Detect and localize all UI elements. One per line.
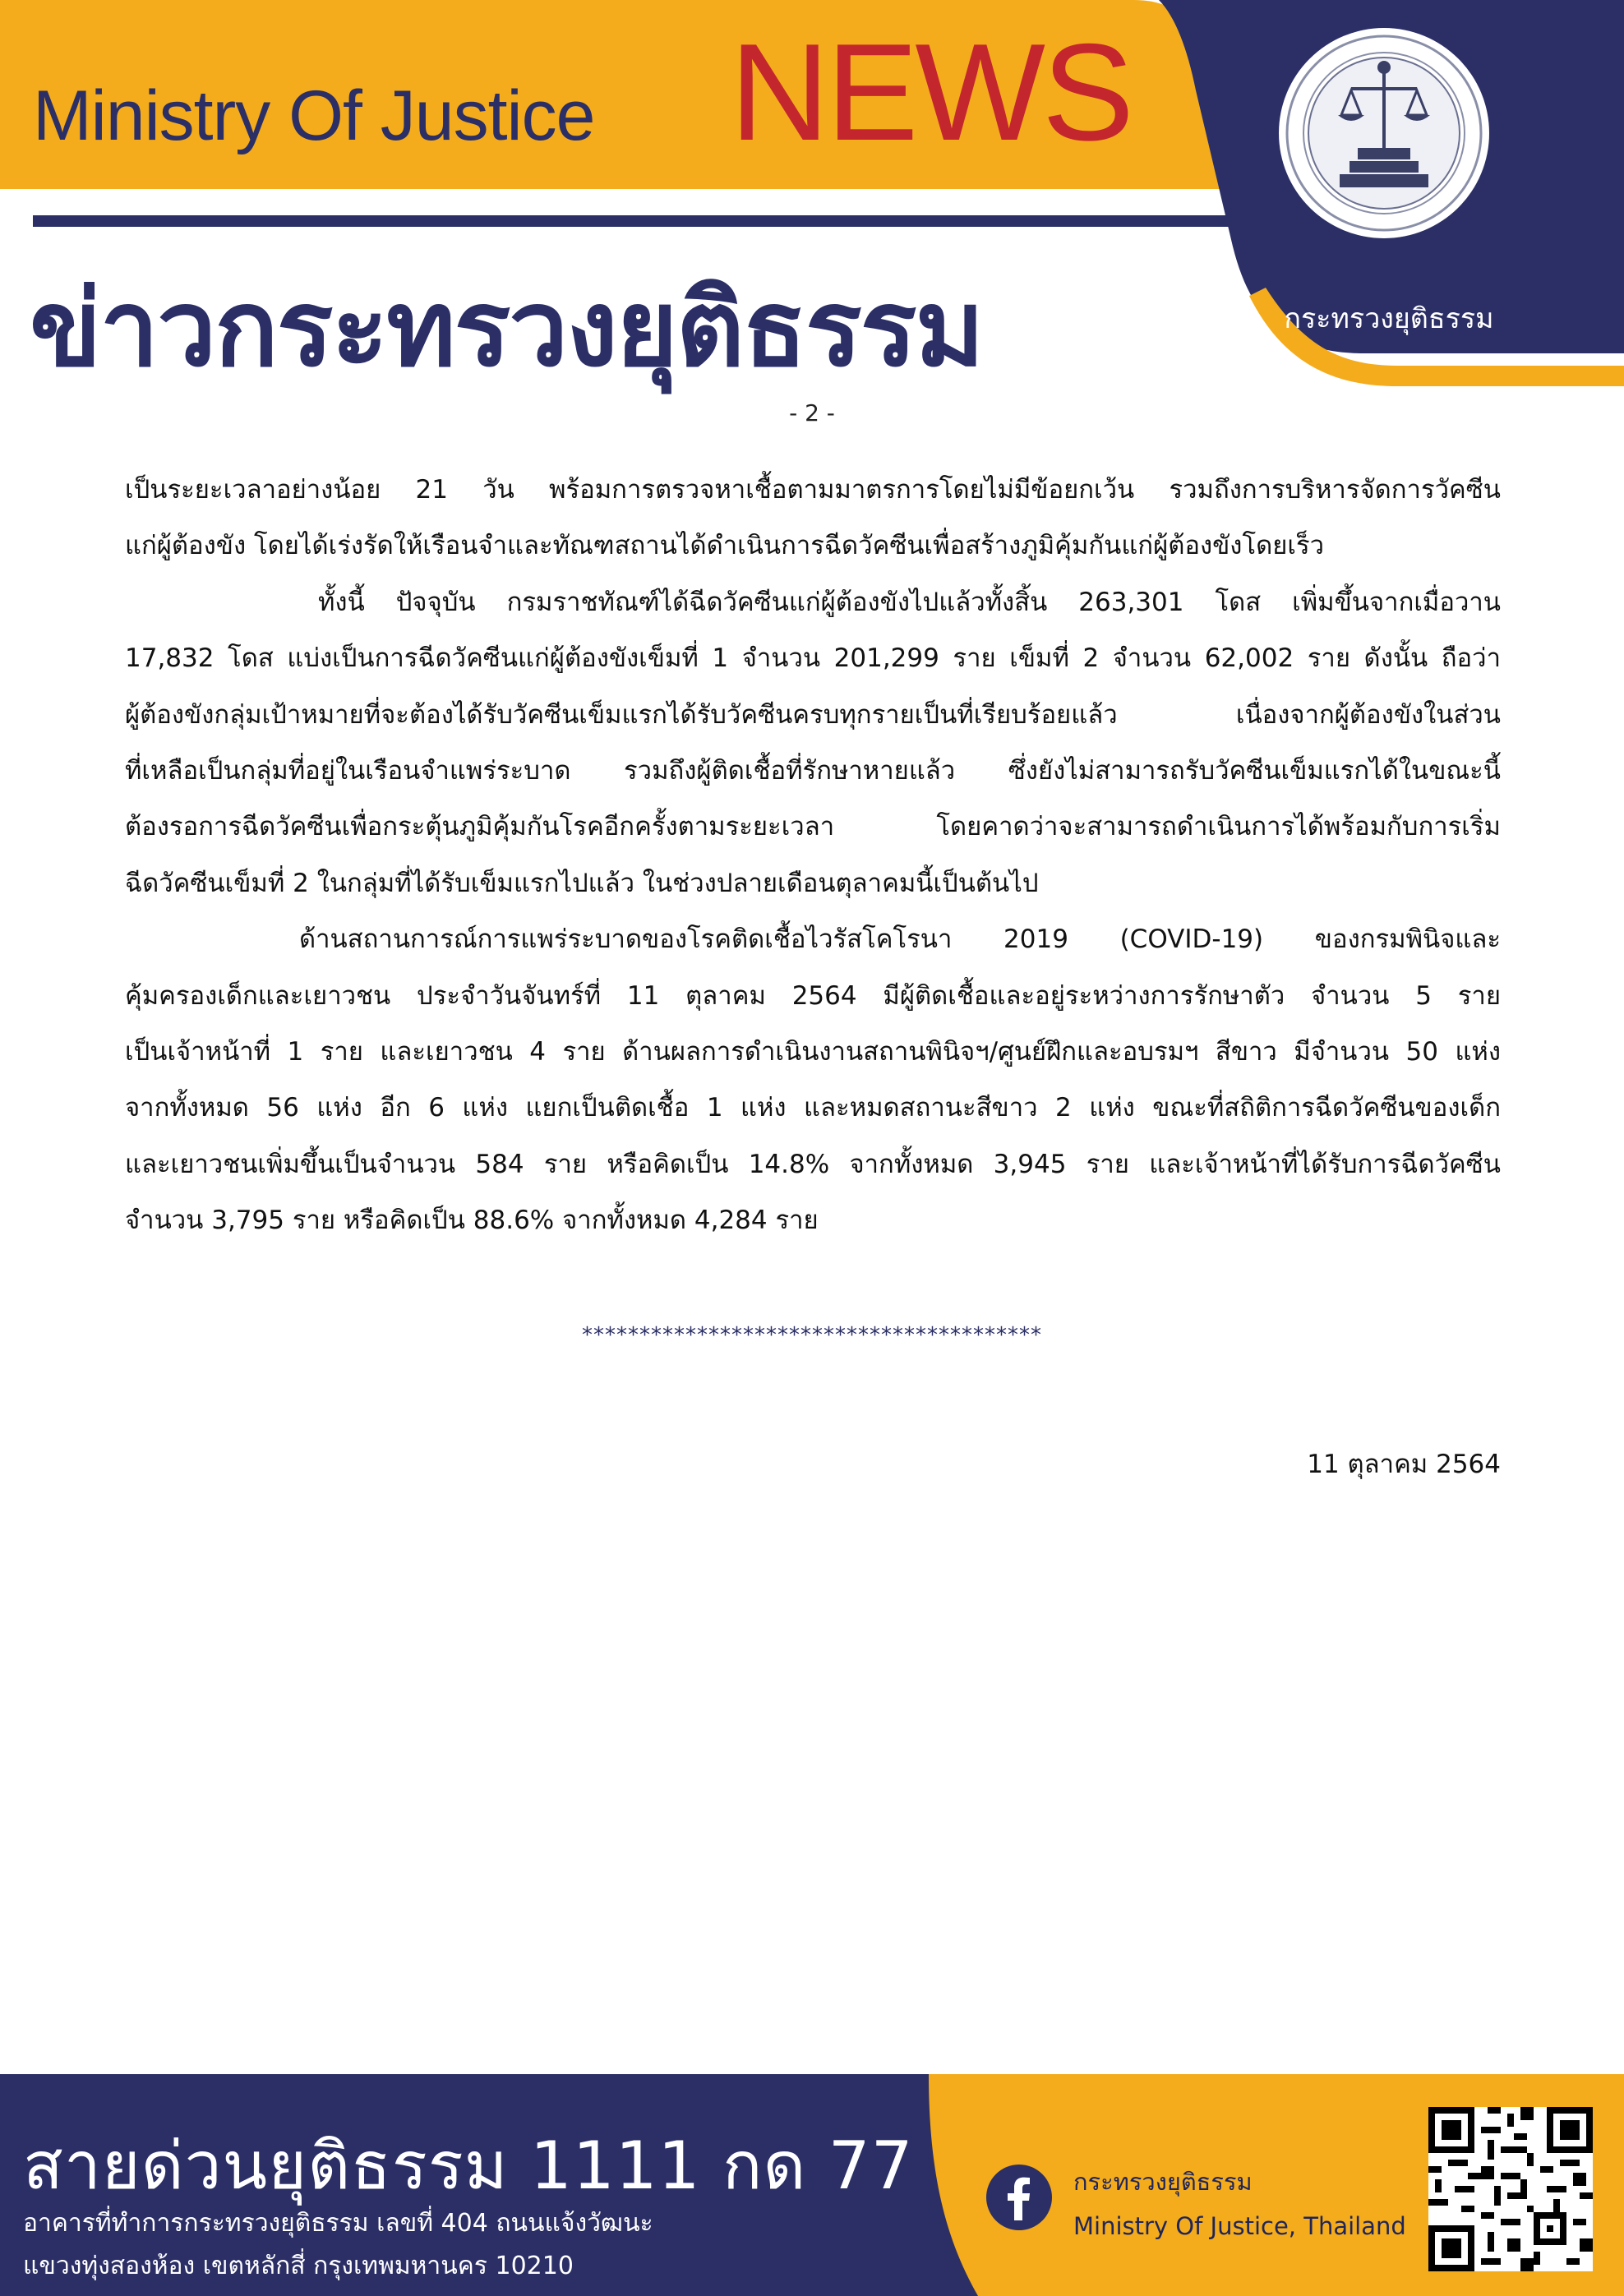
text-line: เป็นระยะเวลาอย่างน้อย 21 วัน พร้อมการตรวจหาเชื้อตามมาตรการโดยไม่มีข้อยกเว้น รวมถึงการบริหารจัดการวัคซีน xyxy=(125,475,1501,505)
text-line: ผู้ต้องขังกลุ่มเป้าหมายที่จะต้องได้รับวัคซีนเข็มแรกได้รับวัคซีนครบทุกรายเป็นที่เรียบร้อยแล้ว เนื่องจากผู้ต้องขังในส่วน xyxy=(125,699,1501,730)
address xyxy=(23,2202,653,2288)
brand-title-en: Ministry Of Justice xyxy=(33,76,595,155)
facebook-name-en: Ministry Of Justice, Thailand xyxy=(1073,2212,1406,2240)
text-line: จากทั้งหมด 56 แห่ง อีก 6 แห่ง แยกเป็นติดเชื้อ 1 แห่ง และหมดสถานะสีขาว 2 แห่ง ขณะที่สถิติการฉีดวัคซีนของเด็ก xyxy=(125,1093,1501,1123)
brand-title-th: ข่าวกระทรวงยุติธรรม xyxy=(30,268,983,390)
qr-code[interactable] xyxy=(1428,2107,1593,2271)
address-line-2: แขวงทุ่งสองห้อง เขตหลักสี่ กรุงเทพมหานคร 10210 xyxy=(23,2252,574,2280)
text-line: ด้านสถานการณ์การแพร่ระบาดของโรคติดเชื้อไวรัสโคโรนา 2019 (COVID-19) ของกรมพินิจและ xyxy=(299,924,1501,955)
text-line: เป็นเจ้าหน้าที่ 1 ราย และเยาวชน 4 ราย ด้านผลการดำเนินงานสถานพินิจฯ/ศูนย์ฝึกและอบรมฯ สีขาว มีจำนวน 50 แห่ง xyxy=(125,1037,1501,1067)
publish-date: 11 ตุลาคม 2564 xyxy=(1307,1450,1501,1479)
text-line: ฉีดวัคซีนเข็มที่ 2 ในกลุ่มที่ได้รับเข็มแรกไปแล้ว ในช่วงปลายเดือนตุลาคมนี้เป็นต้นไป xyxy=(125,868,1039,898)
facebook-page[interactable] xyxy=(1073,2160,1406,2248)
text-line: และเยาวชนเพิ่มขึ้นเป็นจำนวน 584 ราย หรือคิดเป็น 14.8% จากทั้งหมด 3,945 ราย และเจ้าหน้าที่ได้รับการฉีดวัคซีน xyxy=(125,1149,1501,1179)
text-line: แก่ผู้ต้องขัง โดยได้เร่งรัดให้เรือนจำและทัณฑสถานได้ดำเนินการฉีดวัคซีนเพื่อสร้างภูมิคุ้มกันแก่ผู้ต้องขังโดยเร็ว xyxy=(125,531,1325,561)
text-line: ที่เหลือเป็นกลุ่มที่อยู่ในเรือนจำแพร่ระบาด รวมถึงผู้ติดเชื้อที่รักษาหายแล้ว ซึ่งยังไม่สามารถรับวัคซีนเข็มแรกได้ในขณะนี้ xyxy=(125,756,1501,786)
facebook-name-th: กระทรวงยุติธรรม xyxy=(1073,2168,1253,2196)
text-line: จำนวน 3,795 ราย หรือคิดเป็น 88.6% จากทั้งหมด 4,284 ราย xyxy=(125,1206,819,1236)
brand-title-news: NEWS xyxy=(730,15,1131,169)
text-line: ต้องรอการฉีดวัคซีนเพื่อกระตุ้นภูมิคุ้มกันโรคอีกครั้งตามระยะเวลา โดยคาดว่าจะสามารถดำเนินการได้พร้อมกับการเริ่ม xyxy=(125,812,1501,842)
emblem-label: กระทรวงยุติธรรม xyxy=(1284,302,1494,335)
article-body xyxy=(125,462,1501,1249)
ministry-emblem-icon xyxy=(1276,25,1493,242)
facebook-icon[interactable] xyxy=(985,2163,1054,2232)
text-line: 17,832 โดส แบ่งเป็นการฉีดวัคซีนแก่ผู้ต้องขังเข็มที่ 1 จำนวน 201,299 ราย เข็มที่ 2 จำนวน 62,002 ราย ดังนั้น ถือว่า xyxy=(125,643,1501,674)
page-number: - 2 - xyxy=(789,399,835,426)
text-line: คุ้มครองเด็กและเยาวชน ประจำวันจันทร์ที่ 11 ตุลาคม 2564 มีผู้ติดเชื้อและอยู่ระหว่างการรักษาตัว จำนวน 5 ราย xyxy=(125,980,1501,1011)
separator-line: **************************************** xyxy=(582,1323,1042,1348)
hotline-text: สายด่วนยุติธรรม 1111 กด 77 xyxy=(23,2128,914,2204)
address-line-1: อาคารที่ทำการกระทรวงยุติธรรม เลขที่ 404 ถนนแจ้งวัฒนะ xyxy=(23,2209,653,2238)
text-line: ทั้งนี้ ปัจจุบัน กรมราชทัณฑ์ได้ฉีดวัคซีนแก่ผู้ต้องขังไปแล้วทั้งสิ้น 263,301 โดส เพิ่มขึ้นจากเมื่อวาน xyxy=(318,587,1501,617)
